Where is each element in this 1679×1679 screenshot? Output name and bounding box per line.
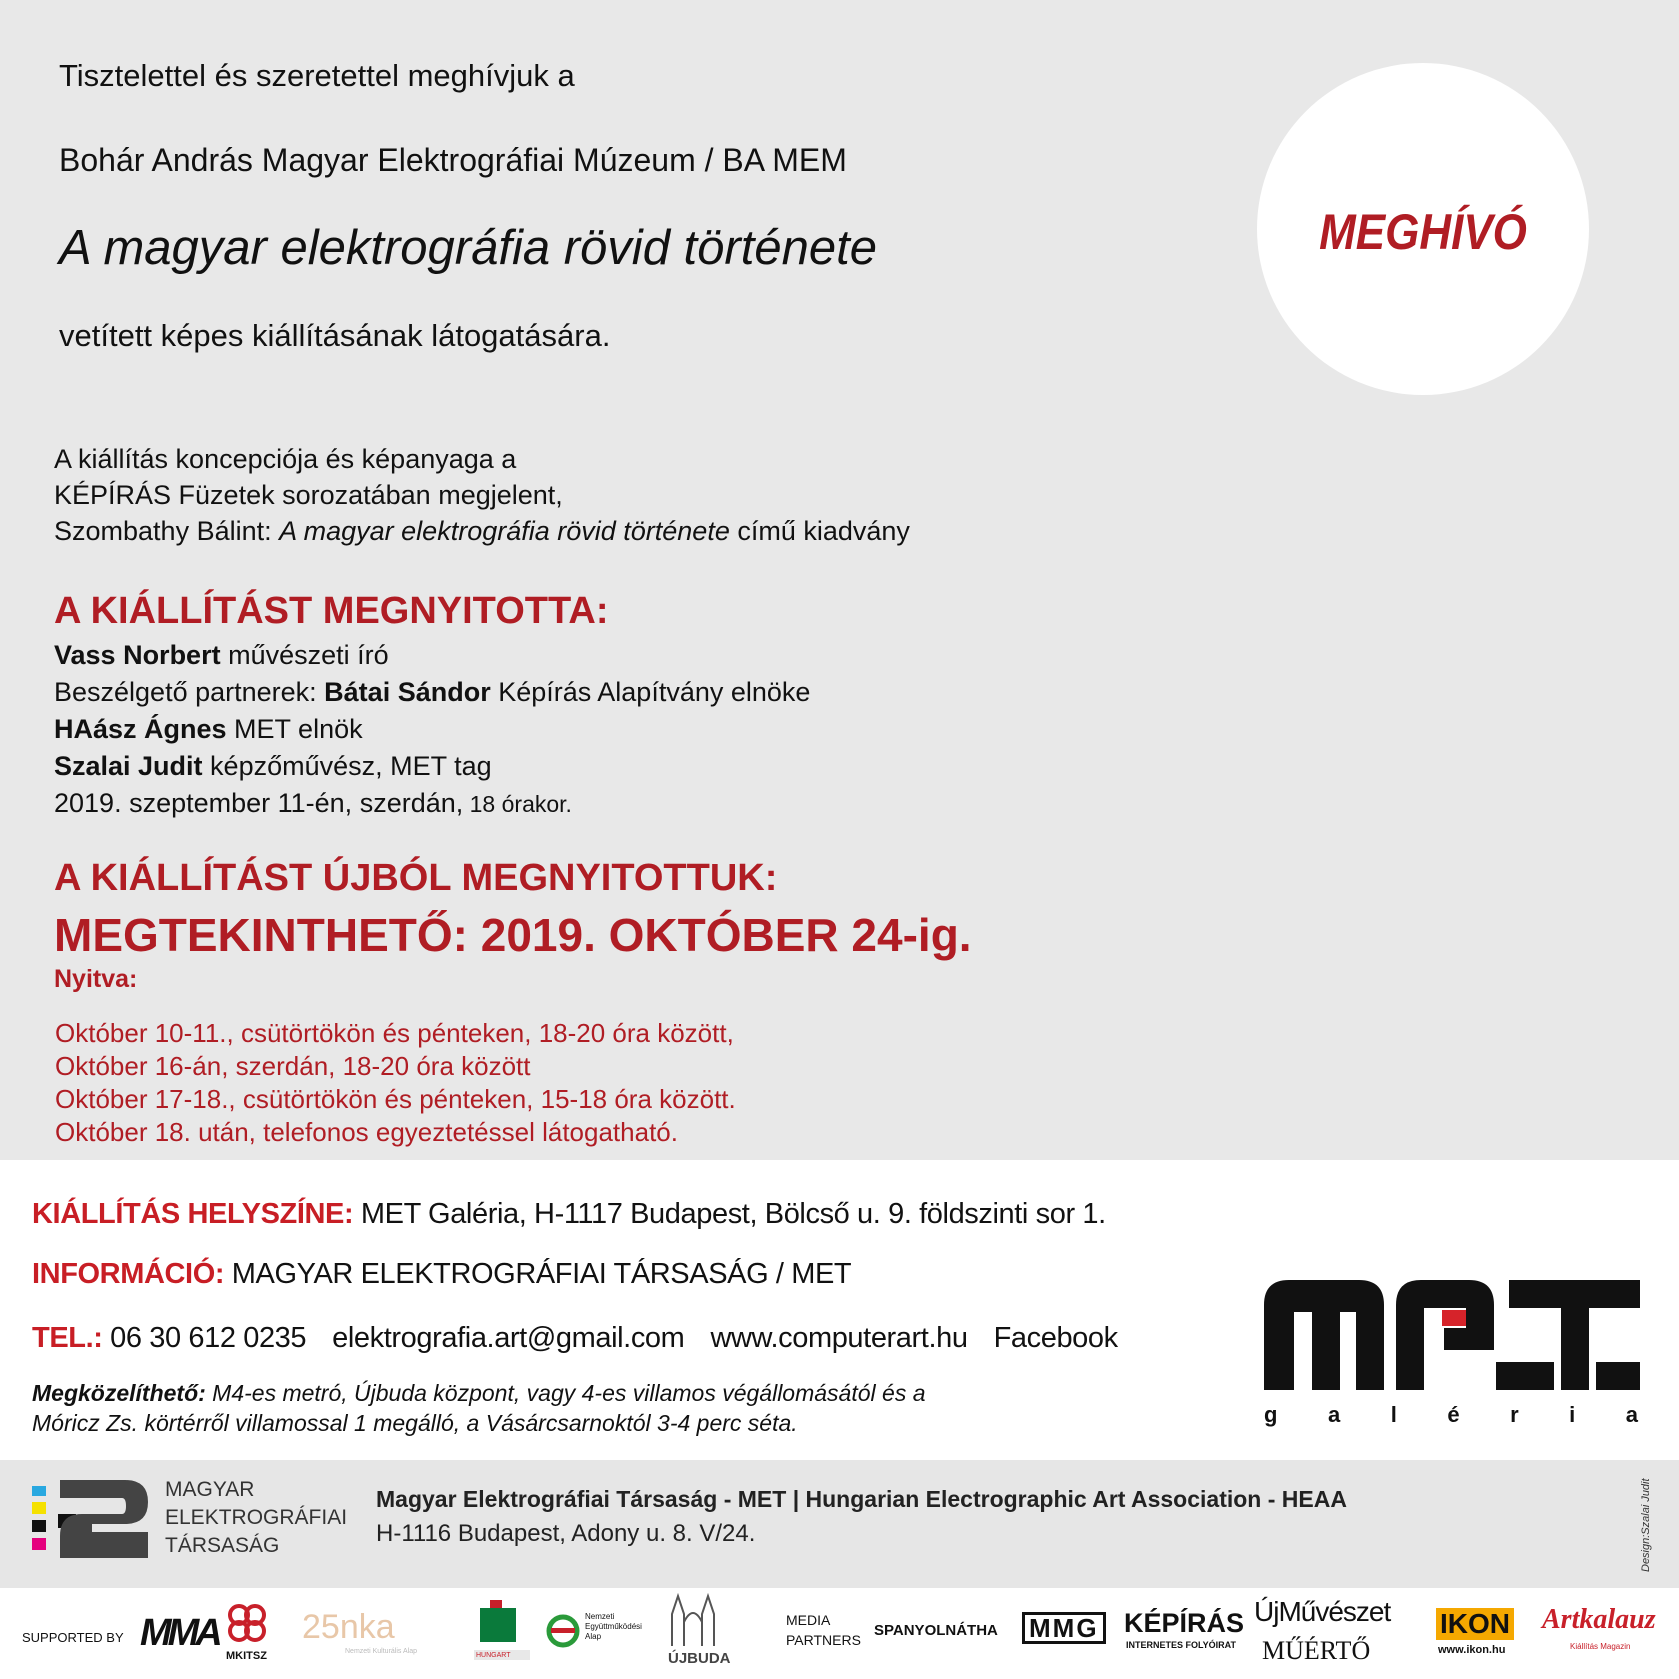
partner-name-2: HAász Ágnes — [54, 714, 227, 744]
ujbuda-logo-icon — [668, 1592, 718, 1646]
met-galeria-logo — [1264, 1280, 1640, 1430]
ujmuveszet-logo: ÚjMűvészet — [1254, 1596, 1391, 1627]
mkitsz-label: MKITSZ — [226, 1650, 267, 1662]
opening-date-main: 2019. szeptember 11-én, szerdán, — [54, 788, 464, 818]
concept-book-title: A magyar elektrográfia rövid története — [279, 516, 730, 546]
mmg-logo: MMG — [1022, 1612, 1106, 1644]
museum-name: Bohár András Magyar Elektrográfiai Múzeum / BA MEM — [59, 142, 847, 178]
mkitsz-logo-icon — [226, 1602, 268, 1644]
association-logo-line-1: MAGYAR — [165, 1478, 255, 1501]
access-text-1: M4-es metró, Újbuda központ, vagy 4-es villamos végállomásától és a — [205, 1380, 926, 1406]
opening-line-1 — [54, 640, 389, 671]
info-line — [32, 1258, 851, 1291]
nea-label: Nemzeti Együttműködési Alap — [585, 1612, 642, 1641]
partner-role-2: MET elnök — [226, 714, 363, 744]
exhibition-title: A magyar elektrográfia rövid története — [59, 221, 877, 275]
spanyolnatha-logo: SPANYOLNÁTHA — [874, 1622, 998, 1639]
opener-role: művészeti író — [220, 640, 389, 670]
tel-number: 06 30 612 0235 — [102, 1322, 307, 1354]
access-label: Megközelíthető: — [32, 1380, 206, 1406]
hours-line-3: Október 17-18., csütörtökön és pénteken, 15-18 óra között. — [55, 1084, 736, 1114]
opening-time: 18 órakor. — [463, 791, 572, 817]
venue-label: KIÁLLÍTÁS HELYSZÍNE: — [32, 1198, 354, 1230]
nka-subtitle: Nemzeti Kulturális Alap — [345, 1648, 417, 1655]
artkalauz-subtitle: Kiállítás Magazin — [1570, 1642, 1631, 1651]
opener-name: Vass Norbert — [54, 640, 221, 670]
contact-line — [32, 1322, 1118, 1355]
access-line-1 — [32, 1380, 926, 1407]
website-link[interactable]: www.computerart.hu — [710, 1322, 968, 1354]
tel-label: TEL.: — [32, 1322, 103, 1354]
mma-logo: MMA — [140, 1612, 219, 1654]
concept-line-2: KÉPÍRÁS Füzetek sorozatában megjelent, — [54, 480, 563, 510]
partner-role-1: Képírás Alapítvány elnöke — [490, 677, 811, 707]
association-logo-line-2: ELEKTROGRÁFIAI — [165, 1506, 348, 1529]
partners-label: Beszélgető partnerek: — [54, 677, 325, 707]
supported-by-label: SUPPORTED BY — [22, 1630, 124, 1645]
kepiras-subtitle: INTERNETES FOLYÓIRAT — [1126, 1640, 1237, 1650]
association-logo-icon — [30, 1480, 148, 1558]
facebook-link[interactable]: Facebook — [993, 1322, 1118, 1354]
concept-line-1: A kiállítás koncepciója és képanyaga a — [54, 444, 517, 474]
nka-logo: 25nka — [302, 1608, 395, 1646]
opening-date — [54, 788, 572, 819]
opening-heading: A KIÁLLÍTÁST MEGNYITOTTA: — [54, 590, 609, 632]
met-logo-icon — [1264, 1280, 1640, 1390]
association-band — [0, 1460, 1679, 1588]
partner-role-3: képzőművész, MET tag — [202, 751, 492, 781]
ujbuda-label: ÚJBUDA — [668, 1650, 731, 1667]
email-link[interactable]: elektrografia.art@gmail.com — [332, 1322, 685, 1354]
concept-suffix: című kiadvány — [729, 516, 910, 546]
partner-name-1: Bátai Sándor — [324, 677, 491, 707]
open-label: Nyitva: — [54, 965, 138, 993]
association-logo-line-3: TÁRSASÁG — [165, 1534, 280, 1557]
invite-line-1: Tisztelettel és szeretettel meghívjuk a — [59, 58, 575, 93]
hours-line-1: Október 10-11., csütörtökön és pénteken, 18-20 óra között, — [55, 1018, 734, 1048]
reopen-heading: A KIÁLLÍTÁST ÚJBÓL MEGNYITOTTUK: — [54, 857, 778, 899]
venue-address: MET Galéria, H-1117 Budapest, Bölcső u. 9. földszinti sor 1. — [353, 1198, 1106, 1230]
concept-author: Szombathy Bálint: — [54, 516, 280, 546]
muerto-logo: MŰÉRTŐ — [1262, 1636, 1371, 1665]
nea-logo-icon — [546, 1614, 580, 1648]
media-label-1: MEDIA — [786, 1612, 831, 1628]
association-name: Magyar Elektrográfiai Társaság - MET | Hungarian Electrographic Art Association - HEAA — [376, 1486, 1347, 1512]
badge-label: MEGHÍVÓ — [1319, 204, 1527, 260]
opening-line-4 — [54, 751, 492, 782]
association-address: H-1116 Budapest, Adony u. 8. V/24. — [376, 1520, 756, 1547]
hours-line-4: Október 18. után, telefonos egyeztetéssel látogatható. — [55, 1117, 678, 1147]
ikon-url: www.ikon.hu — [1438, 1644, 1506, 1656]
info-org: MAGYAR ELEKTROGRÁFIAI TÁRSASÁG / MET — [224, 1258, 852, 1290]
hungart-logo-icon — [474, 1600, 530, 1660]
media-label-2: PARTNERS — [786, 1632, 861, 1648]
hours-line-2: Október 16-án, szerdán, 18-20 óra között — [55, 1051, 531, 1081]
access-line-2: Móricz Zs. körtérről villamossal 1 megálló, a Vásárcsarnoktól 3-4 perc séta. — [32, 1410, 798, 1436]
viewable-until: MEGTEKINTHETŐ: 2019. OKTÓBER 24-ig. — [54, 909, 972, 961]
artkalauz-logo: Artkalauz — [1542, 1604, 1656, 1635]
opening-line-2 — [54, 677, 810, 708]
ikon-logo: IKON — [1436, 1608, 1514, 1640]
invitation-badge — [1257, 63, 1589, 395]
sponsors-band — [0, 1588, 1679, 1679]
opening-line-3 — [54, 714, 363, 745]
kepiras-logo: KÉPÍRÁS — [1124, 1608, 1245, 1638]
concept-line-3 — [54, 516, 910, 547]
venue-line — [32, 1198, 1106, 1231]
hungart-label: HUNGART — [476, 1652, 511, 1659]
partner-name-3: Szalai Judit — [54, 751, 203, 781]
met-logo-subtitle: g a l é r i a — [1264, 1402, 1640, 1427]
invite-line-3: vetített képes kiállításának látogatására. — [59, 318, 611, 353]
info-label: INFORMÁCIÓ: — [32, 1258, 225, 1290]
design-credit: Design:Szalai Judit — [1640, 1478, 1652, 1572]
